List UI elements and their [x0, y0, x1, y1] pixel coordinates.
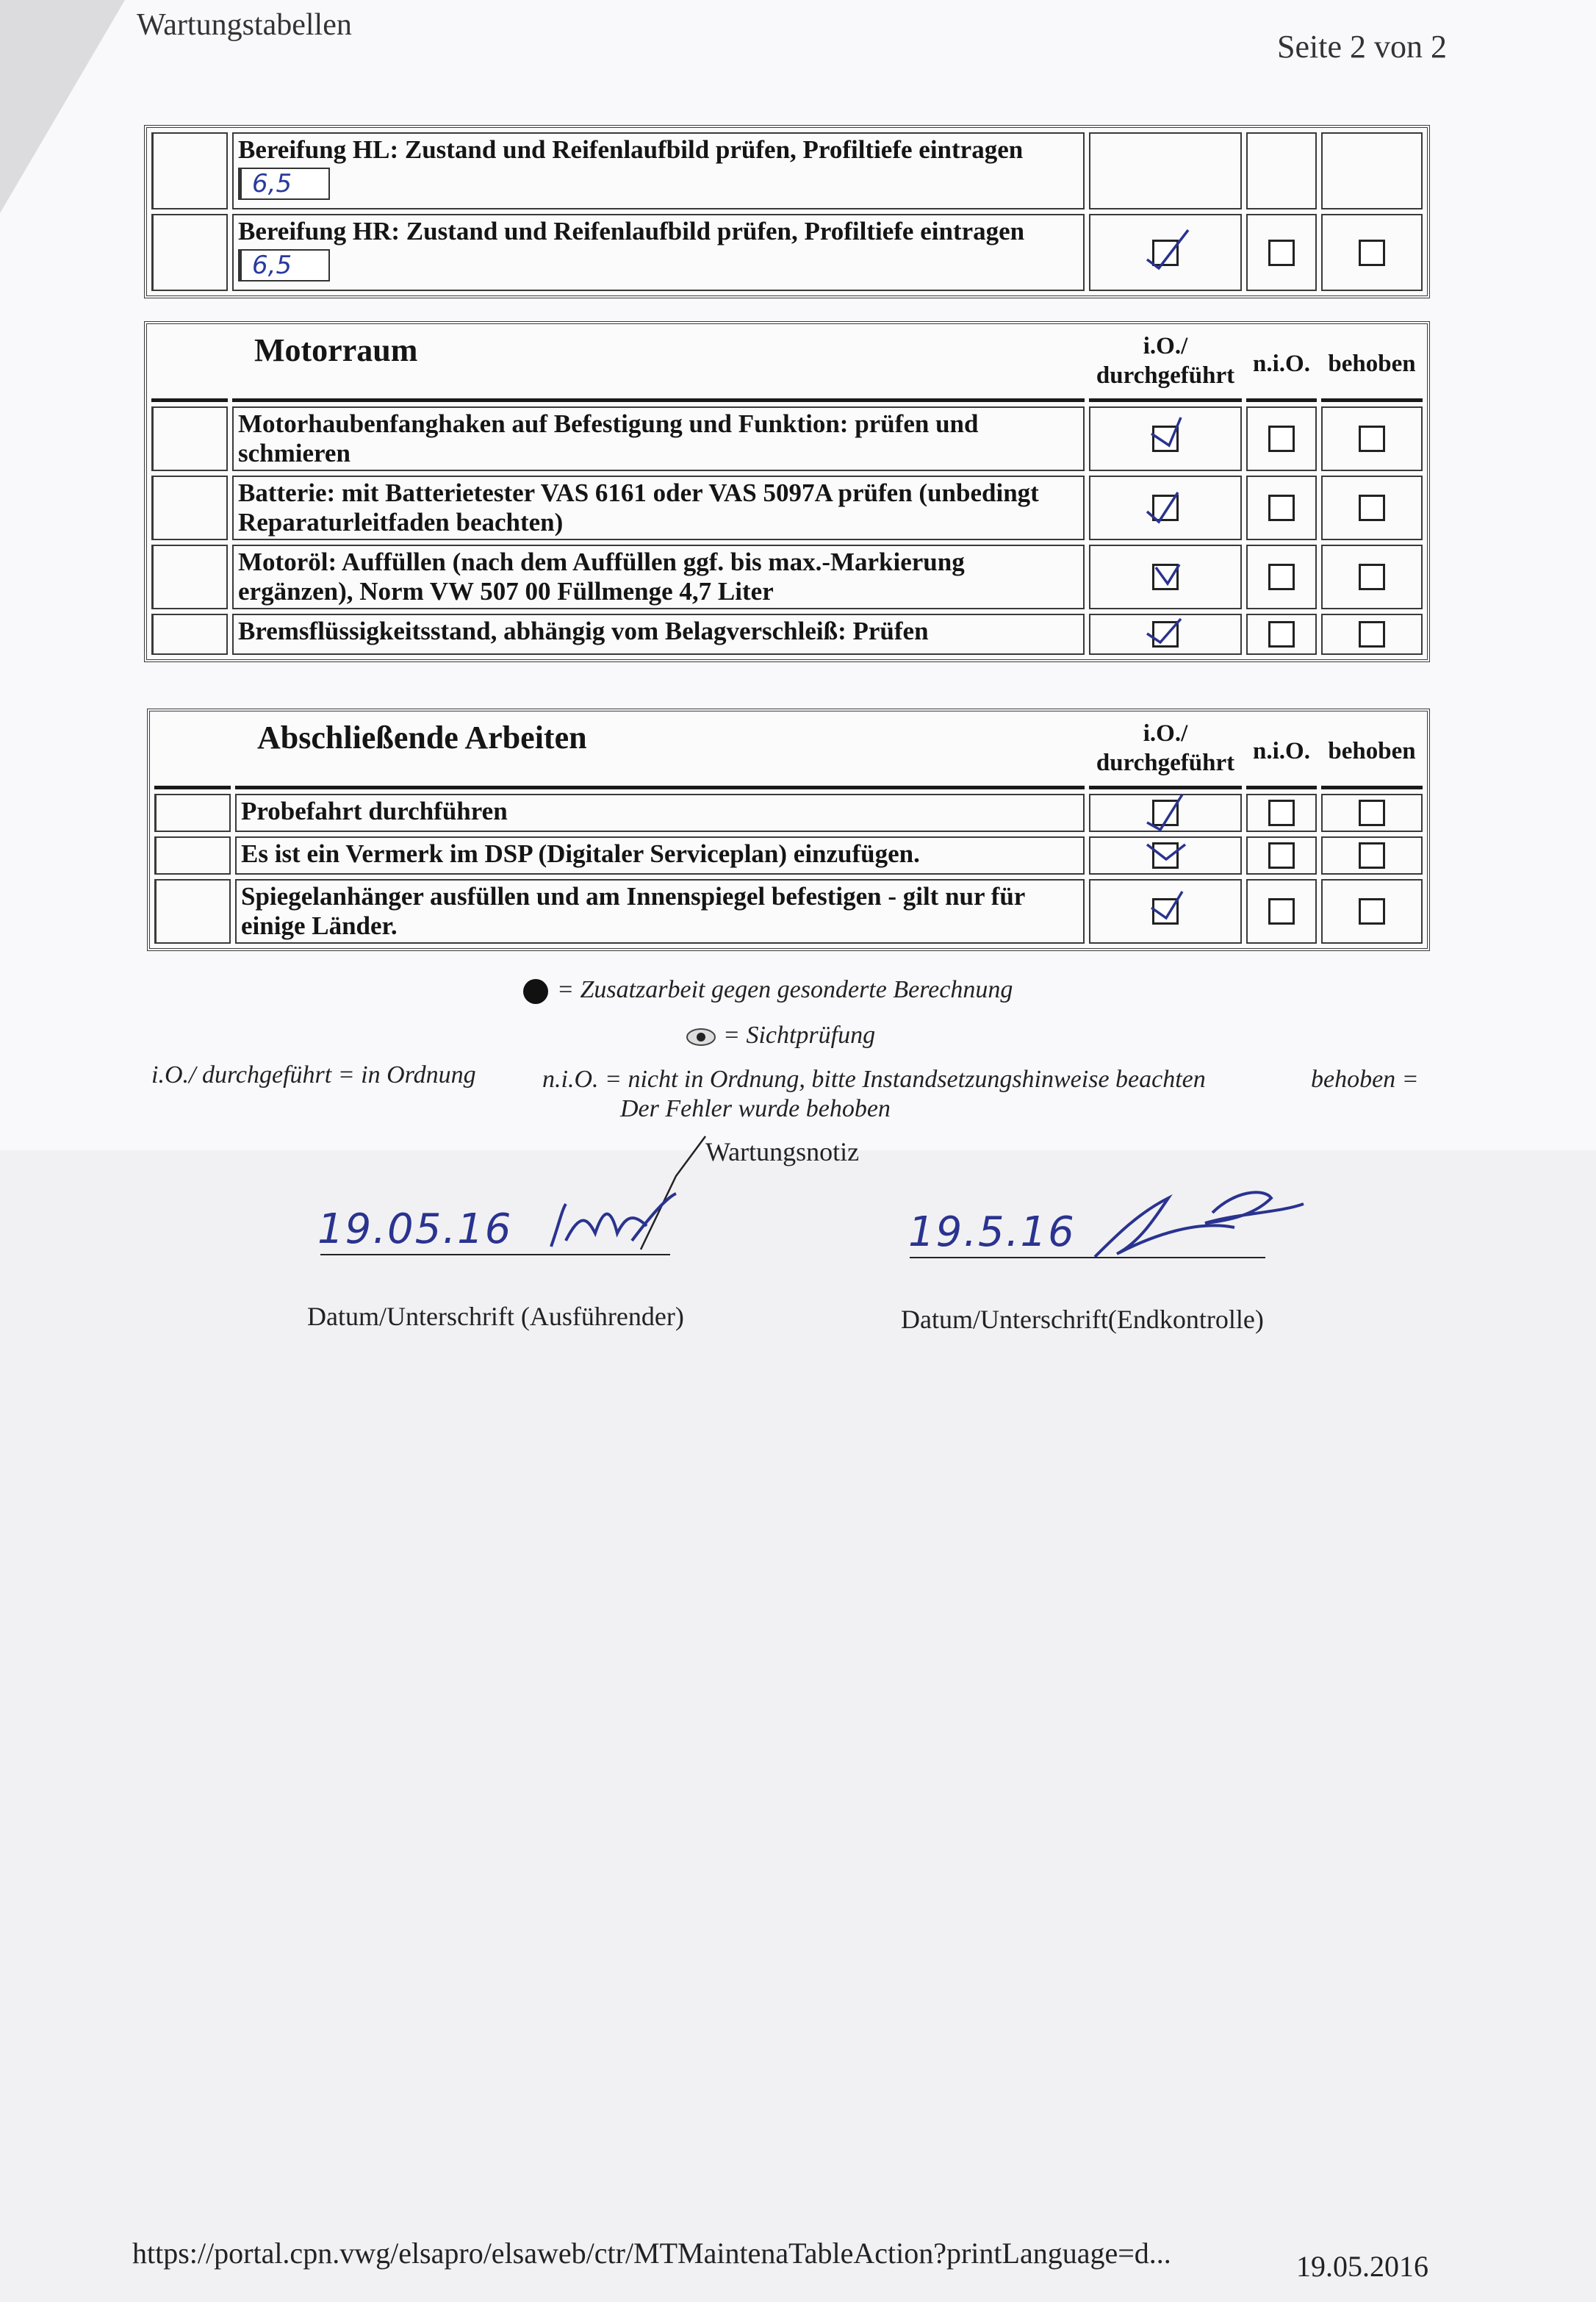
executor-date: 19.05.16 — [317, 1205, 513, 1253]
nio-checkbox[interactable] — [1268, 240, 1295, 266]
table-row — [151, 614, 1423, 655]
table-row — [154, 794, 1423, 832]
nio-checkbox[interactable] — [1268, 898, 1295, 925]
behoben-checkbox[interactable] — [1359, 426, 1385, 452]
row-number-cell — [151, 614, 228, 655]
tread-depth-field[interactable] — [238, 168, 330, 200]
io-cell — [1089, 132, 1242, 209]
executor-signature-icon — [544, 1189, 683, 1263]
column-header-behoben: behoben — [1321, 329, 1423, 402]
column-header-io: i.O./ durchgeführt — [1089, 329, 1242, 402]
legend-behoben-definition-cont: Der Fehler wurde behoben — [620, 1095, 891, 1122]
table-header-row — [151, 329, 1423, 402]
io-cell — [1089, 545, 1242, 609]
row-number-cell — [151, 476, 228, 540]
behoben-checkbox[interactable] — [1359, 621, 1385, 648]
column-header-io: i.O./ durchgeführt — [1089, 716, 1242, 789]
final-check-signature-icon — [1088, 1183, 1308, 1264]
table-row — [151, 406, 1423, 471]
filled-circle-icon — [523, 979, 548, 1004]
behoben-cell — [1321, 214, 1423, 291]
io-checkbox[interactable] — [1152, 800, 1179, 826]
io-cell — [1089, 794, 1242, 832]
tread-depth-value: 6,5 — [252, 169, 292, 198]
behoben-cell — [1321, 836, 1423, 875]
nio-cell — [1246, 214, 1317, 291]
header-blank — [151, 329, 228, 402]
row-number-cell — [154, 836, 231, 875]
nio-cell — [1246, 614, 1317, 655]
final-check-date: 19.5.16 — [908, 1208, 1076, 1256]
document-title: Wartungstabellen — [137, 8, 352, 42]
nio-checkbox[interactable] — [1268, 800, 1295, 826]
table-row — [154, 879, 1423, 944]
io-checkbox[interactable] — [1152, 240, 1179, 266]
section-title: Abschließende Arbeiten — [235, 716, 1085, 789]
behoben-cell — [1321, 545, 1423, 609]
print-url: https://portal.cpn.vwg/elsapro/elsaweb/ctr/MTMaintenaTableAction?printLanguage=d... — [132, 2237, 1171, 2270]
io-checkbox[interactable] — [1152, 621, 1179, 648]
task-label: Es ist ein Vermerk im DSP (Digitaler Serviceplan) einzufügen. — [235, 836, 1085, 875]
row-number-cell — [151, 214, 228, 291]
nio-cell — [1246, 476, 1317, 540]
legend-sicht: = Sichtprüfung — [685, 1022, 875, 1050]
table-header-row — [154, 716, 1423, 789]
io-cell — [1089, 879, 1242, 944]
nio-checkbox[interactable] — [1268, 426, 1295, 452]
executor-signature-line — [320, 1254, 670, 1255]
behoben-checkbox[interactable] — [1359, 898, 1385, 925]
checkmark-icon — [1144, 886, 1191, 933]
nio-cell — [1246, 836, 1317, 875]
task-label: Spiegelanhänger ausfüllen und am Innenspiegel befestigen - gilt nur für einige Länder. — [235, 879, 1085, 944]
task-cell — [232, 132, 1085, 209]
nio-cell — [1246, 879, 1317, 944]
behoben-cell — [1321, 794, 1423, 832]
behoben-checkbox[interactable] — [1359, 842, 1385, 869]
motorraum-table — [144, 321, 1430, 662]
nio-cell — [1246, 545, 1317, 609]
behoben-checkbox[interactable] — [1359, 240, 1385, 266]
column-header-nio: n.i.O. — [1246, 329, 1317, 402]
io-cell — [1089, 476, 1242, 540]
checkmark-icon — [1144, 413, 1191, 460]
task-label: Probefahrt durchführen — [235, 794, 1085, 832]
task-label: Motoröl: Auffüllen (nach dem Auffüllen ggf. bis max.-Markierung ergänzen), Norm VW 507 00 Füllmenge 4,7 Liter — [232, 545, 1085, 609]
row-number-cell — [154, 794, 231, 832]
row-number-cell — [151, 545, 228, 609]
tread-depth-value: 6,5 — [252, 251, 292, 280]
task-label: Bereifung HR: Zustand und Reifenlaufbild prüfen, Profiltiefe eintragen — [238, 217, 1025, 245]
section-title: Motorraum — [232, 329, 1085, 402]
io-cell — [1089, 214, 1242, 291]
paper-bottom-sheet — [0, 1150, 1596, 2302]
abschluss-table — [147, 709, 1430, 951]
print-date: 19.05.2016 — [1296, 2250, 1428, 2283]
io-cell — [1089, 614, 1242, 655]
nio-cell — [1246, 794, 1317, 832]
io-checkbox[interactable] — [1152, 426, 1179, 452]
io-checkbox[interactable] — [1152, 564, 1179, 590]
task-label: Bremsflüssigkeitsstand, abhängig vom Belagverschleiß: Prüfen — [232, 614, 1085, 655]
checkmark-icon — [1144, 787, 1191, 834]
legend-io-definition: i.O./ durchgeführt = in Ordnung — [151, 1061, 476, 1089]
tread-depth-field[interactable] — [238, 249, 330, 282]
table-row — [151, 132, 1423, 209]
io-checkbox[interactable] — [1152, 898, 1179, 925]
table-row — [151, 214, 1423, 291]
behoben-checkbox[interactable] — [1359, 564, 1385, 590]
checkmark-icon — [1144, 609, 1191, 656]
behoben-cell — [1321, 879, 1423, 944]
behoben-checkbox[interactable] — [1359, 800, 1385, 826]
io-cell — [1089, 836, 1242, 875]
row-number-cell — [151, 406, 228, 471]
row-number-cell — [154, 879, 231, 944]
maintenance-note-label: Wartungsnotiz — [705, 1137, 860, 1166]
nio-checkbox[interactable] — [1268, 564, 1295, 590]
behoben-cell — [1321, 476, 1423, 540]
header-blank — [154, 716, 231, 789]
checkmark-icon — [1144, 482, 1191, 529]
task-label: Motorhaubenfanghaken auf Befestigung und Funktion: prüfen und schmieren — [232, 406, 1085, 471]
io-checkbox[interactable] — [1152, 842, 1179, 869]
final-check-caption: Datum/Unterschrift(Endkontrolle) — [901, 1305, 1264, 1334]
nio-checkbox[interactable] — [1268, 621, 1295, 648]
task-label: Batterie: mit Batterietester VAS 6161 oder VAS 5097A prüfen (unbedingt Reparaturleitfaden beachten) — [232, 476, 1085, 540]
page-indicator: Seite 2 von 2 — [1277, 29, 1447, 65]
final-check-signature-line — [910, 1257, 1265, 1258]
table-row — [151, 476, 1423, 540]
folded-corner — [0, 0, 125, 213]
legend-behoben-definition: behoben = — [1311, 1066, 1419, 1093]
eye-icon — [685, 1026, 717, 1048]
behoben-checkbox[interactable] — [1359, 495, 1385, 521]
io-cell — [1089, 406, 1242, 471]
tires-table — [144, 125, 1430, 298]
task-cell — [232, 214, 1085, 291]
nio-cell — [1246, 406, 1317, 471]
legend-nio-definition: n.i.O. = nicht in Ordnung, bitte Instandsetzungshinweise beachten — [542, 1066, 1206, 1093]
table-row — [154, 836, 1423, 875]
behoben-cell — [1321, 614, 1423, 655]
nio-cell — [1246, 132, 1317, 209]
row-number-cell — [151, 132, 228, 209]
column-header-behoben: behoben — [1321, 716, 1423, 789]
behoben-cell — [1321, 132, 1423, 209]
task-label: Bereifung HL: Zustand und Reifenlaufbild prüfen, Profiltiefe eintragen — [238, 135, 1024, 164]
checkmark-icon — [1144, 227, 1191, 274]
checkmark-icon — [1144, 551, 1191, 598]
table-row — [151, 545, 1423, 609]
executor-caption: Datum/Unterschrift (Ausführender) — [307, 1302, 684, 1331]
checkmark-icon — [1144, 830, 1191, 877]
io-checkbox[interactable] — [1152, 495, 1179, 521]
column-header-nio: n.i.O. — [1246, 716, 1317, 789]
nio-checkbox[interactable] — [1268, 495, 1295, 521]
behoben-cell — [1321, 406, 1423, 471]
nio-checkbox[interactable] — [1268, 842, 1295, 869]
legend-zusatz: = Zusatzarbeit gegen gesonderte Berechnung — [523, 976, 1013, 1004]
